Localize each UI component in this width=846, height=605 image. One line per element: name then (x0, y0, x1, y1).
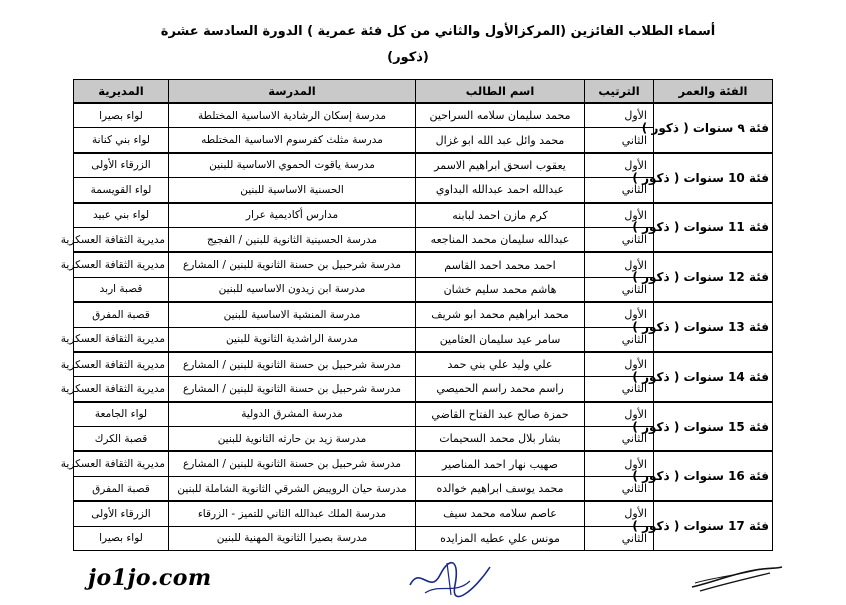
category-cell: فئة 15 سنوات ( ذكور ) (654, 402, 773, 452)
rank-cell: الثاني (585, 227, 654, 252)
student-name-cell: هاشم محمد سليم خشان (416, 277, 585, 302)
directorate-cell: لواء القويسمة (74, 178, 169, 203)
student-name-cell: محمد سليمان سلامه السراحين (416, 103, 585, 128)
student-name-cell: عبدالله احمد عبدالله البداوي (416, 178, 585, 203)
table-row (74, 252, 773, 277)
table-row (74, 402, 773, 427)
table-row (74, 352, 773, 377)
school-cell: مدرسة شرحبيل بن حسنة الثانوية للبنين / المشارع (169, 252, 416, 277)
directorate-cell: مديرية الثقافة العسكرية (74, 327, 169, 352)
school-cell: مدارس أكاديمية عرار (169, 203, 416, 228)
page-title: أسماء الطلاب الفائزين (المركزالأول والثاني من كل فئة عمرية ) الدورة السادسة عشرة (160, 24, 716, 39)
category-cell: فئة 13 سنوات ( ذكور ) (654, 302, 773, 352)
student-name-cell: محمد ابراهيم محمد ابو شريف (416, 302, 585, 327)
category-cell: فئة 14 سنوات ( ذكور ) (654, 352, 773, 402)
rank-cell: الثاني (585, 327, 654, 352)
school-cell: الحسنية الاساسية للبنين (169, 178, 416, 203)
table-row (74, 153, 773, 178)
student-name-cell: عبدالله سليمان محمد المناجعه (416, 227, 585, 252)
directorate-cell: مديرية الثقافة العسكرية (74, 227, 169, 252)
page-subtitle: (ذكور) (387, 50, 429, 65)
signature-icon (405, 555, 495, 600)
directorate-cell: لواء بني عبيد (74, 203, 169, 228)
category-cell: فئة 12 سنوات ( ذكور ) (654, 252, 773, 302)
student-name-cell: كرم مازن احمد لبابنه (416, 203, 585, 228)
student-name-cell: بشار بلال محمد السحيمات (416, 427, 585, 452)
rank-cell: الأول (585, 153, 654, 178)
school-cell: مدرسة المنشية الاساسية للبنين (169, 302, 416, 327)
school-cell: مدرسة الملك عبدالله الثاني للتميز - الزرقاء (169, 501, 416, 526)
student-name-cell: محمد يوسف ابراهيم خوالده (416, 476, 585, 501)
directorate-cell: مديرية الثقافة العسكرية (74, 252, 169, 277)
student-name-cell: راسم محمد راسم الحميصي (416, 377, 585, 402)
table-row (74, 103, 773, 128)
student-name-cell: حمزة صالح عبد الفتاح القاضي (416, 402, 585, 427)
rank-cell: الأول (585, 451, 654, 476)
student-name-cell: احمد محمد احمد القاسم (416, 252, 585, 277)
directorate-cell: لواء بصيرا (74, 526, 169, 550)
column-header-school: المدرسة (169, 80, 416, 104)
category-cell: فئة 16 سنوات ( ذكور ) (654, 451, 773, 501)
school-cell: مدرسة ياقوت الحموي الاساسية للبنين (169, 153, 416, 178)
column-header-directorate: المديرية (74, 80, 169, 104)
rank-cell: الثاني (585, 526, 654, 550)
directorate-cell: الزرقاء الأولى (74, 153, 169, 178)
winners-table (60, 79, 773, 551)
rank-cell: الأول (585, 352, 654, 377)
table-row (74, 302, 773, 327)
column-header-student: اسم الطالب (416, 80, 585, 104)
column-header-rank: الترتيب (585, 80, 654, 104)
table-row (74, 501, 773, 526)
rank-cell: الثاني (585, 277, 654, 302)
table-body (60, 103, 773, 551)
category-cell: فئة 10 سنوات ( ذكور ) (654, 153, 773, 203)
school-cell: مدرسة الراشدية الثانوية للبنين (169, 327, 416, 352)
student-name-cell: عاصم سلامه محمد سيف (416, 501, 585, 526)
rank-cell: الأول (585, 302, 654, 327)
table-row (74, 451, 773, 476)
rank-cell: الثاني (585, 427, 654, 452)
category-cell: فئة ٩ سنوات ( ذكور ) (654, 103, 773, 153)
school-cell: مدرسة مثلث كفرسوم الاساسية المختلطه (169, 128, 416, 153)
signature-icon (690, 565, 785, 595)
student-name-cell: علي وليد علي بني حمد (416, 352, 585, 377)
rank-cell: الثاني (585, 178, 654, 203)
school-cell: مدرسة بصيرا الثانوية المهنية للبنين (169, 526, 416, 550)
category-cell: فئة 11 سنوات ( ذكور ) (654, 203, 773, 253)
website-watermark: jo1jo.com (88, 565, 212, 591)
school-cell: مدرسة شرحبيل بن حسنة الثانوية للبنين / المشارع (169, 352, 416, 377)
directorate-cell: مديرية الثقافة العسكرية (74, 352, 169, 377)
school-cell: مدرسة الحسينية الثانوية للبنين / الفجيج (169, 227, 416, 252)
student-name-cell: محمد وائل عبد الله ابو غزال (416, 128, 585, 153)
column-header-category: الفئة والعمر (654, 80, 773, 104)
rank-cell: الأول (585, 103, 654, 128)
category-cell: فئة 17 سنوات ( ذكور ) (654, 501, 773, 550)
student-name-cell: مونس علي عطيه المزايده (416, 526, 585, 550)
student-name-cell: سامر عيد سليمان العثامين (416, 327, 585, 352)
directorate-cell: الزرقاء الأولى (74, 501, 169, 526)
directorate-cell: لواء بصيرا (74, 103, 169, 128)
table-row (74, 203, 773, 228)
directorate-cell: قصبة المفرق (74, 476, 169, 501)
directorate-cell: قصبة الكرك (74, 427, 169, 452)
directorate-cell: لواء بني كنانة (74, 128, 169, 153)
directorate-cell: لواء الجامعة (74, 402, 169, 427)
school-cell: مدرسة زيد بن حارثه الثانوية للبنين (169, 427, 416, 452)
directorate-cell: مديرية الثقافة العسكرية (74, 451, 169, 476)
rank-cell: الأول (585, 203, 654, 228)
school-cell: مدرسة إسكان الرشادية الاساسية المختلطة (169, 103, 416, 128)
school-cell: مدرسة شرحبيل بن حسنة الثانوية للبنين / المشارع (169, 451, 416, 476)
student-name-cell: يعقوب اسحق ابراهيم الاسمر (416, 153, 585, 178)
table-header-row (74, 80, 773, 104)
rank-cell: الأول (585, 252, 654, 277)
rank-cell: الأول (585, 402, 654, 427)
rank-cell: الثاني (585, 128, 654, 153)
school-cell: مدرسة ابن زيدون الاساسيه للبنين (169, 277, 416, 302)
school-cell: مدرسة شرحبيل بن حسنة الثانوية للبنين / المشارع (169, 377, 416, 402)
rank-cell: الثاني (585, 476, 654, 501)
school-cell: مدرسة المشرق الدولية (169, 402, 416, 427)
rank-cell: الثاني (585, 377, 654, 402)
directorate-cell: مديرية الثقافة العسكرية (74, 377, 169, 402)
directorate-cell: قصبة المفرق (74, 302, 169, 327)
rank-cell: الأول (585, 501, 654, 526)
school-cell: مدرسة حيان الرويبض الشرقي الثانوية الشاملة للبنين (169, 476, 416, 501)
directorate-cell: قصبة اربد (74, 277, 169, 302)
student-name-cell: صهيب نهار احمد المناصير (416, 451, 585, 476)
